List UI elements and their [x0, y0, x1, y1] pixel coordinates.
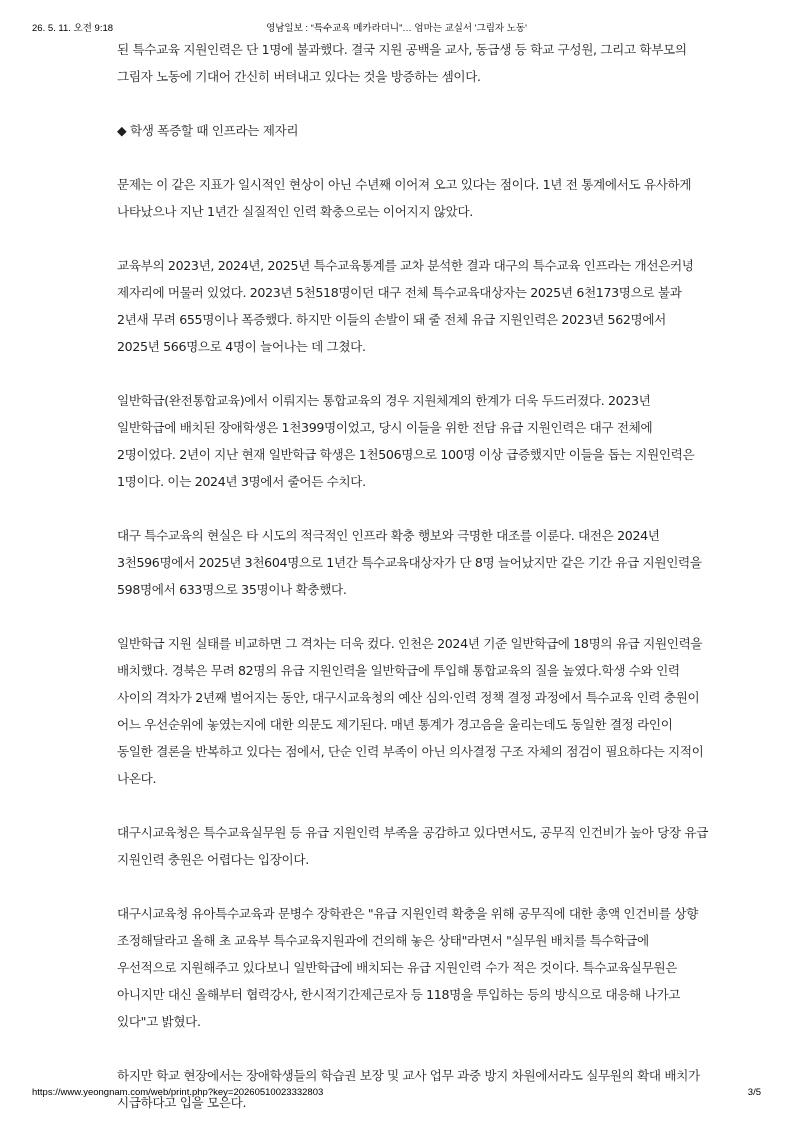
- page-number: 3/5: [747, 1087, 761, 1098]
- document-title: 영남일보 : “특수교육 메카라더니”… 엄마는 교실서 '그림자 노동': [266, 23, 527, 34]
- article-body: [117, 36, 709, 1143]
- article-paragraph: 일반학급 지원 실태를 비교하면 그 격차는 더욱 컸다. 인천은 2024년 기준 일반학급에 18명의 유급 지원인력을 배치했다. 경북은 무려 82명의 유급 지원인력을 일반학급에 투입해 통합교육의 질을 높였다.학생 수와 인력 사이의 격차가 2년째 벌어지는 동안, 대구시교육청의 예산 심의·인력 정책 결정 과정에서 특수교육 인력 충원이 어느 우선순위에 놓였는지에 대한 의문도 제기된다. 매년 통계가 경고음을 울리는데도 동일한 결정 라인이 동일한 결론을 반복하고 있다는 점에서, 단순 인력 부족이 아닌 의사결정 구조 자체의 점검이 필요하다는 지적이 나온다.: [117, 636, 704, 786]
- print-header: [32, 20, 761, 34]
- print-footer: [32, 1087, 761, 1101]
- article-paragraph: 대구시교육청은 특수교육실무원 등 유급 지원인력 부족을 공감하고 있다면서도, 공무직 인건비가 높아 당장 유급 지원인력 충원은 어렵다는 입장이다.: [117, 825, 709, 867]
- article-paragraph: 일반학급(완전통합교육)에서 이뤄지는 통합교육의 경우 지원체계의 한계가 더욱 두드러졌다. 2023년 일반학급에 배치된 장애학생은 1천399명이었고, 당시 이들을 위한 전담 유급 지원인력은 대구 전체에 2명이었다. 2년이 지난 현재 일반학급 학생은 1천506명으로 100명 이상 급증했지만 이들을 돕는 지원인력은 1명이다. 이는 2024년 3명에서 줄어든 수치다.: [117, 393, 695, 489]
- section-subheading: ◆ 학생 폭증할 때 인프라는 제자리: [117, 123, 299, 138]
- article-paragraph: 문제는 이 같은 지표가 일시적인 현상이 아닌 수년째 이어져 오고 있다는 점이다. 1년 전 통계에서도 유사하게 나타났으나 지난 1년간 실질적인 인력 확충으로는 이어지지 않았다.: [117, 177, 692, 219]
- print-date: 26. 5. 11. 오전 9:18: [32, 23, 114, 34]
- article-paragraph: 대구시교육청 유아특수교육과 문병수 장학관은 "유급 지원인력 확충을 위해 공무직에 대한 총액 인건비를 상향 조정해달라고 올해 초 교육부 특수교육지원과에 건의해 놓은 상태"라면서 "실무원 배치를 특수학급에 우선적으로 지원해주고 있다보니 일반학급에 배치되는 유급 지원인력 수가 적은 것이다. 특수교육실무원은 아니지만 대신 올해부터 협력강사, 한시적기간제근로자 등 118명을 투입하는 등의 방식으로 대응해 나가고 있다"고 밝혔다.: [117, 906, 698, 1029]
- page-url: https://www.yeongnam.com/web/print.php?key=20260510023332803: [32, 1087, 324, 1098]
- article-paragraph: 된 특수교육 지원인력은 단 1명에 불과했다. 결국 지원 공백을 교사, 동급생 등 학교 구성원, 그리고 학부모의 그림자 노동에 기대어 간신히 버텨내고 있다는 것을 방증하는 셈이다.: [117, 42, 687, 84]
- article-paragraph: 하지만 학교 현장에서는 장애학생들의 학습권 보장 및 교사 업무 과중 방지 차원에서라도 실무원의 확대 배치가 시급하다고 입을 모은다.: [117, 1068, 700, 1110]
- article-paragraph: 교육부의 2023년, 2024년, 2025년 특수교육통계를 교차 분석한 결과 대구의 특수교육 인프라는 개선은커녕 제자리에 머물러 있었다. 2023년 5천518명이던 대구 전체 특수교육대상자는 2025년 6천173명으로 불과 2년새 무려 655명이나 폭증했다. 하지만 이들의 손발이 돼 줄 전체 유급 지원인력은 2023년 562명에서 2025년 566명으로 4명이 늘어나는 데 그쳤다.: [117, 258, 694, 354]
- article-paragraph: 대구 특수교육의 현실은 타 시도의 적극적인 인프라 확충 행보와 극명한 대조를 이룬다. 대전은 2024년 3천596명에서 2025년 3천604명으로 1년간 특수교육대상자가 단 8명 늘어났지만 같은 기간 유급 지원인력을 598명에서 633명으로 35명이나 확충했다.: [117, 528, 702, 597]
